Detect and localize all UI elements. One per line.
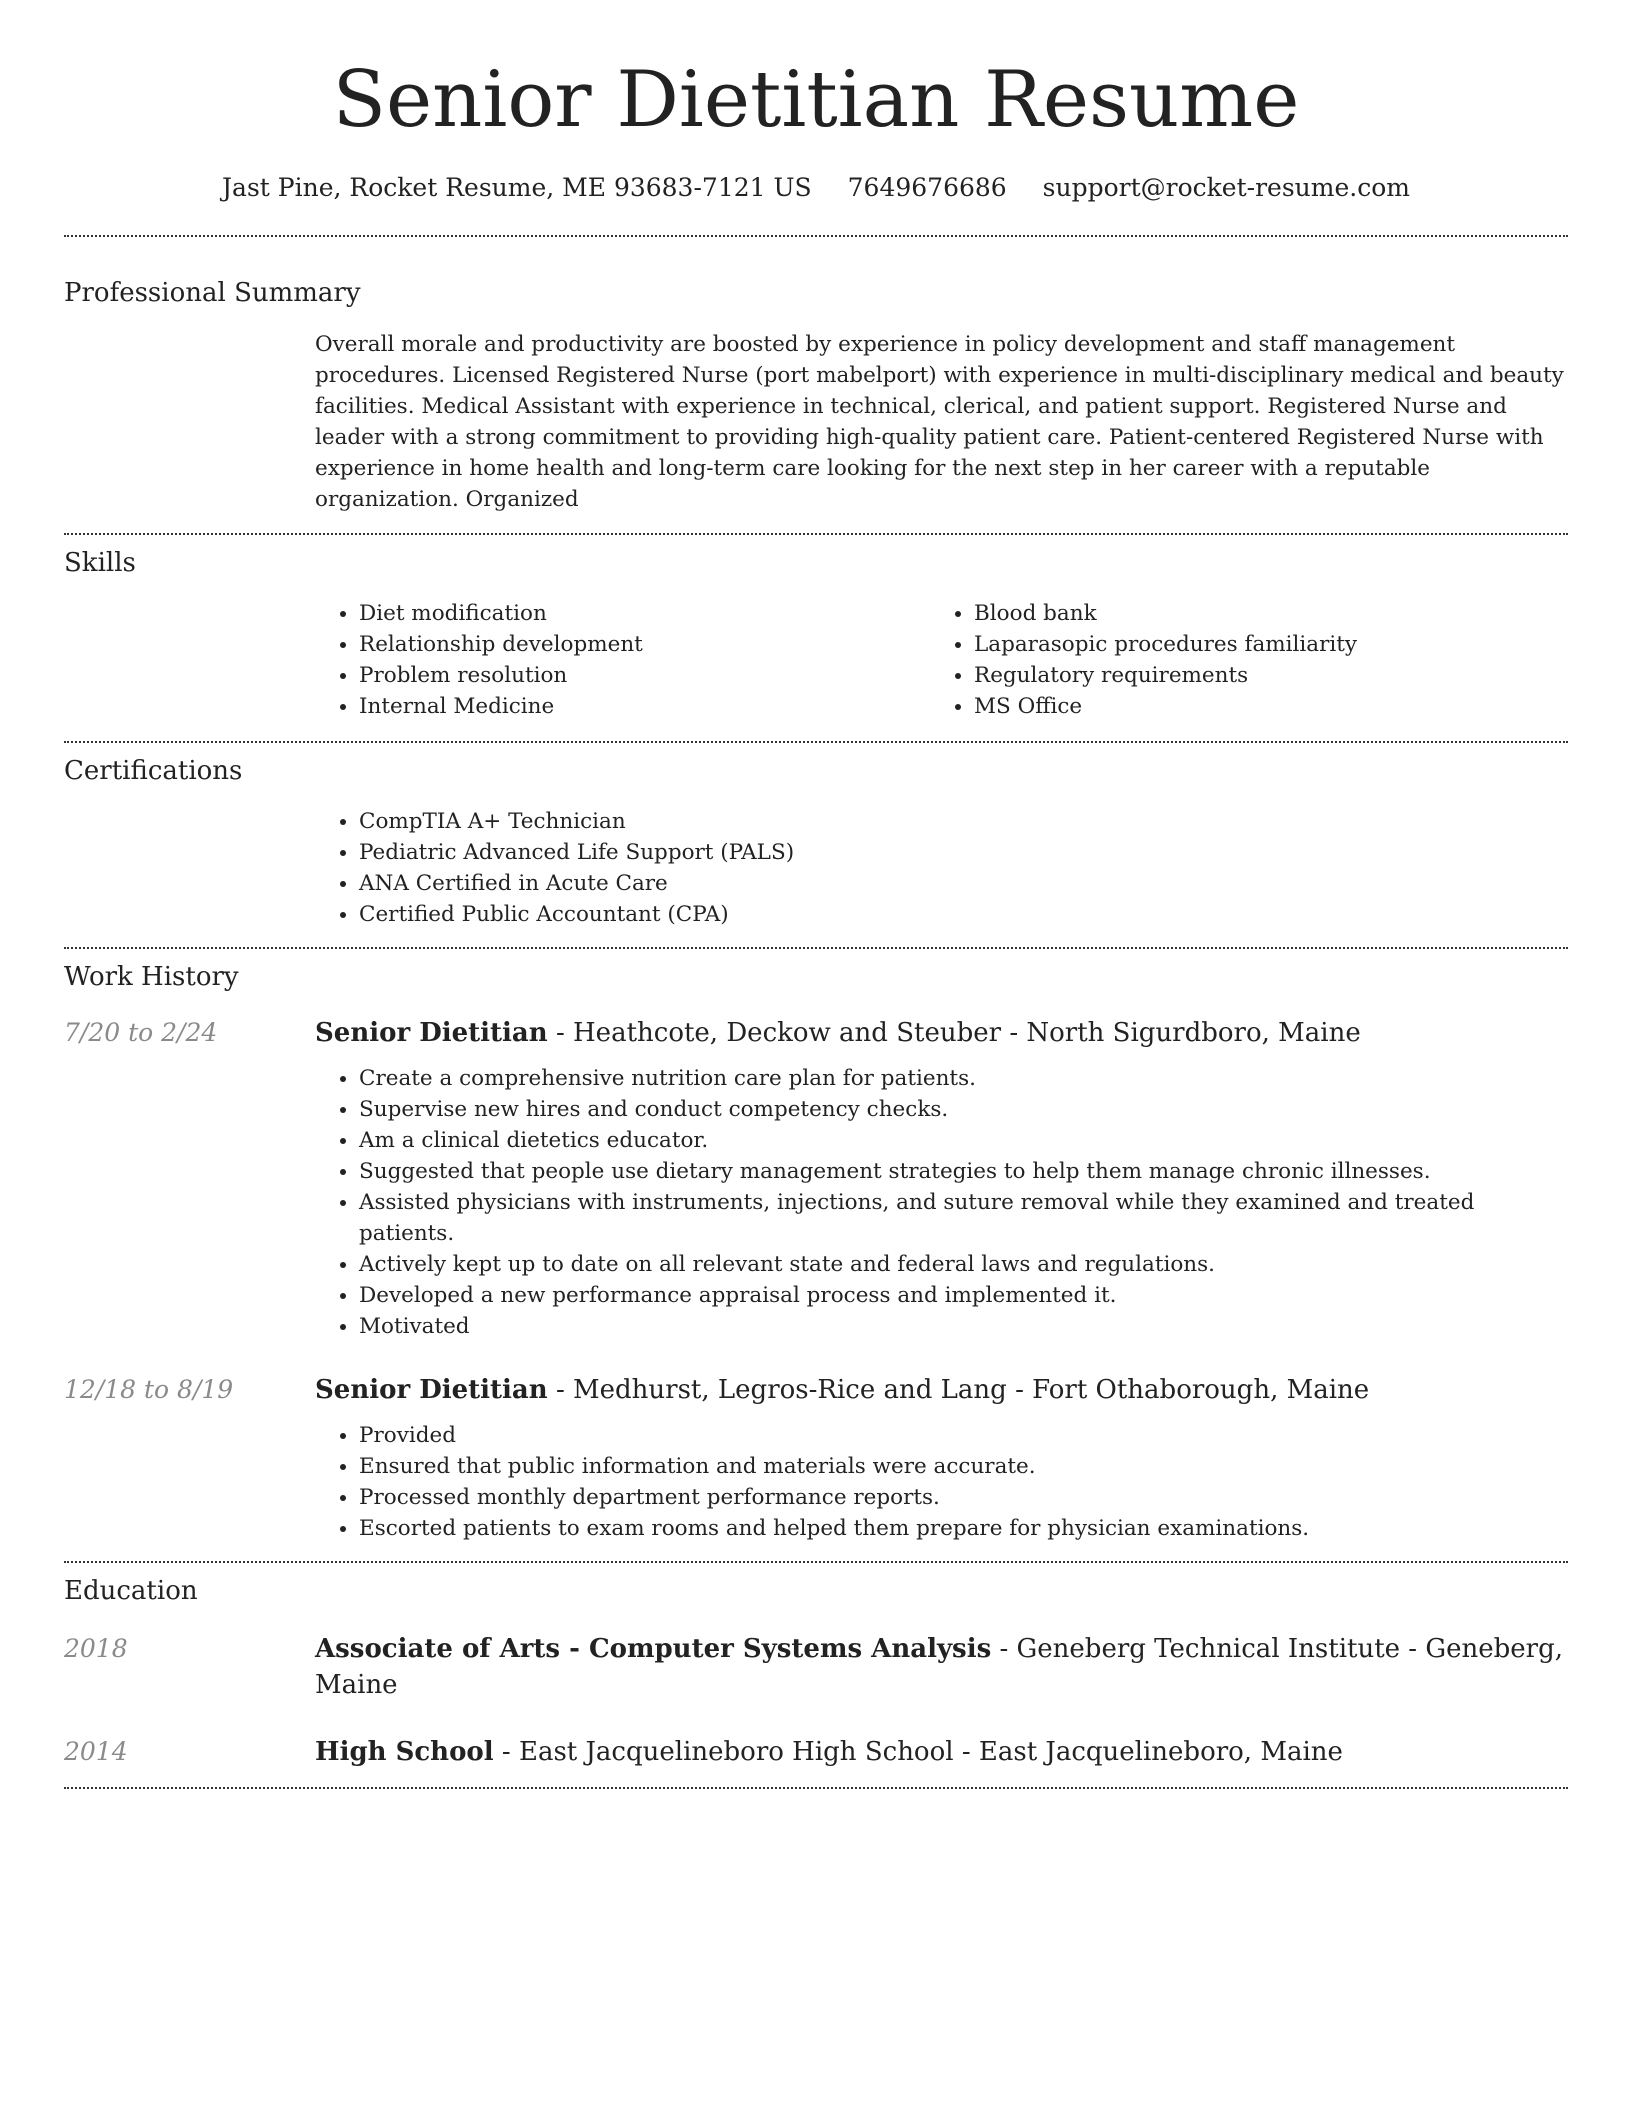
list-item: • Actively kept up to date on all relevant state and federal laws and regulations.: [359, 1249, 1568, 1280]
skills-section: [64, 545, 1568, 722]
contact-email: support@rocket-resume.com: [1042, 173, 1410, 202]
education-degree: High School: [315, 1737, 494, 1767]
education-year: 2014: [64, 1737, 128, 1766]
list-item: • MS Office: [974, 691, 1545, 722]
job-entry: [64, 1015, 1568, 1342]
contact-line: [64, 166, 1568, 210]
job-role: Senior Dietitian: [315, 1375, 548, 1405]
job-employer: - Medhurst, Legros-Rice and Lang - Fort Othaborough, Maine: [547, 1375, 1370, 1405]
education-heading: Education: [64, 1576, 198, 1606]
list-item: • Problem resolution: [359, 660, 930, 691]
education-year: 2018: [64, 1634, 128, 1663]
list-item: • Developed a new performance appraisal process and implemented it.: [359, 1280, 1568, 1311]
list-item: • Pediatric Advanced Life Support (PALS): [359, 837, 1568, 868]
job-bullets: [315, 1420, 1568, 1544]
education-entry: [64, 1631, 1568, 1703]
list-item: • ANA Certified in Acute Care: [359, 868, 1568, 899]
contact-address: Jast Pine, Rocket Resume, ME 93683-7121 US: [222, 173, 812, 202]
section-divider: [64, 533, 1568, 535]
list-item: • CompTIA A+ Technician: [359, 806, 1568, 837]
contact-phone: 7649676686: [847, 173, 1007, 202]
job-bullets: [315, 1063, 1568, 1342]
job-dates: 12/18 to 8/19: [64, 1375, 234, 1404]
summary-heading: Professional Summary: [64, 278, 361, 308]
list-item: • Ensured that public information and materials were accurate.: [359, 1451, 1568, 1482]
education-section: [64, 1573, 1568, 1770]
education-degree: Associate of Arts - Computer Systems Analysis: [315, 1634, 992, 1664]
certifications-list: [315, 806, 1568, 930]
list-item: • Processed monthly department performance reports.: [359, 1482, 1568, 1513]
certifications-section: [64, 753, 1568, 930]
section-divider: [64, 1787, 1568, 1789]
list-item: • Suggested that people use dietary management strategies to help them manage chronic illnesses.: [359, 1156, 1568, 1187]
list-item: • Internal Medicine: [359, 691, 930, 722]
resume-title: Senior Dietitian Resume: [332, 55, 1300, 145]
summary-section: [64, 275, 1568, 515]
skills-heading: Skills: [64, 548, 136, 578]
skills-list-left: [315, 598, 930, 722]
list-item: • Relationship development: [359, 629, 930, 660]
education-school: - Geneberg Technical Institute - Geneberg, Maine: [315, 1634, 1564, 1700]
resume-page: [64, 0, 1568, 1789]
education-entry: [64, 1734, 1568, 1770]
list-item: • Laparasopic procedures familiarity: [974, 629, 1545, 660]
list-item: • Regulatory requirements: [974, 660, 1545, 691]
job-title: [315, 1015, 1568, 1051]
job-entry: [64, 1372, 1568, 1544]
list-item: • Create a comprehensive nutrition care plan for patients.: [359, 1063, 1568, 1094]
job-title: [315, 1372, 1568, 1408]
section-divider: [64, 1561, 1568, 1563]
work-history-heading: Work History: [64, 962, 239, 992]
list-item: • Certified Public Accountant (CPA): [359, 899, 1568, 930]
list-item: • Assisted physicians with instruments, injections, and suture removal while they examined and treated patients.: [359, 1187, 1568, 1249]
summary-text: Overall morale and productivity are boosted by experience in policy development and staff management procedures. Licensed Registered Nurse (port mabelport) with experience in multi-disciplinary medical and beauty facilities. Medical Assistant with experience in technical, clerical, and patient support. Registered Nurse and leader with a strong commitment to providing high-quality patient care. Patient-centered Registered Nurse with experience in home health and long-term care looking for the next step in her career with a reputable organization. Organized: [315, 332, 1564, 512]
list-item: • Blood bank: [974, 598, 1545, 629]
list-item: • Am a clinical dietetics educator.: [359, 1125, 1568, 1156]
education-school: - East Jacquelineboro High School - East Jacquelineboro, Maine: [493, 1737, 1343, 1767]
list-item: • Supervise new hires and conduct competency checks.: [359, 1094, 1568, 1125]
skills-list-right: [930, 598, 1545, 722]
section-divider: [64, 235, 1568, 237]
list-item: • Diet modification: [359, 598, 930, 629]
job-dates: 7/20 to 2/24: [64, 1018, 218, 1047]
job-role: Senior Dietitian: [315, 1018, 548, 1048]
certifications-heading: Certifications: [64, 756, 243, 786]
job-employer: - Heathcote, Deckow and Steuber - North Sigurdboro, Maine: [547, 1018, 1361, 1048]
list-item: • Motivated: [359, 1311, 1568, 1342]
list-item: • Escorted patients to exam rooms and helped them prepare for physician examinations.: [359, 1513, 1568, 1544]
section-divider: [64, 741, 1568, 743]
list-item: • Provided: [359, 1420, 1568, 1451]
work-history-section: [64, 959, 1568, 1544]
section-divider: [64, 947, 1568, 949]
